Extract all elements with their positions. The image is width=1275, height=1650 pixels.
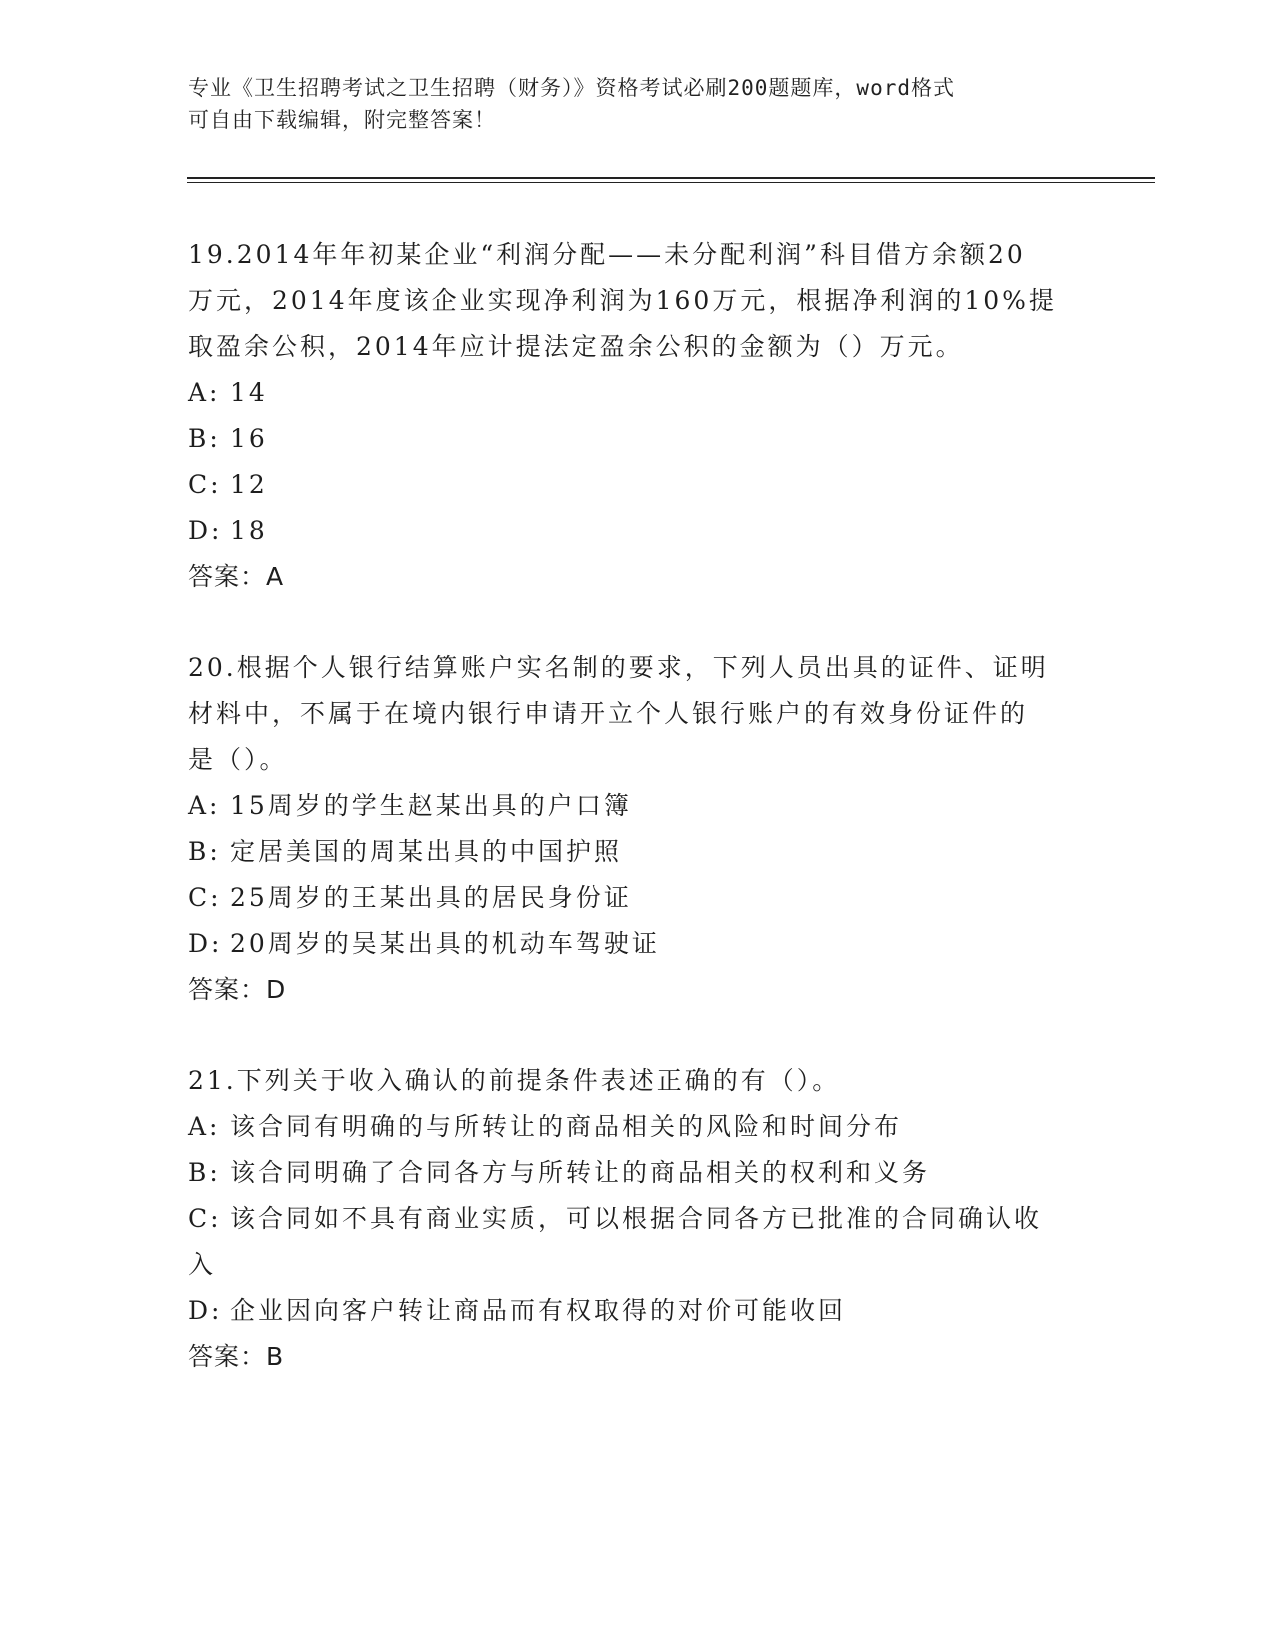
option-key: B:	[188, 1158, 221, 1187]
document-header	[188, 72, 1068, 136]
option-text: 25周岁的王某出具的居民身份证	[230, 883, 632, 912]
option-key: C:	[188, 470, 222, 499]
option-key: B:	[188, 837, 221, 866]
header-title-line-1: 专业《卫生招聘考试之卫生招聘（财务）》资格考试必刷200题题库，word格式	[188, 76, 955, 100]
option-a	[188, 1104, 1088, 1150]
option-b	[188, 1150, 1088, 1196]
question-text-line: 取盈余公积，2014年应计提法定盈余公积的金额为（）万元。	[188, 332, 964, 361]
option-key: D:	[188, 516, 223, 545]
option-key: C:	[188, 1204, 222, 1233]
option-text: 该合同明确了合同各方与所转让的商品相关的权利和义务	[230, 1158, 931, 1187]
option-text: 15周岁的学生赵某出具的户口簿	[230, 791, 632, 820]
option-text: 企业因向客户转让商品而有权取得的对价可能收回	[230, 1296, 847, 1325]
option-c	[188, 875, 1088, 921]
option-d	[188, 1288, 1088, 1334]
option-text: 定居美国的周某出具的中国护照	[230, 837, 623, 866]
option-d	[188, 921, 1088, 967]
option-text: 该合同有明确的与所转让的商品相关的风险和时间分布	[230, 1112, 903, 1141]
option-key: C:	[188, 883, 222, 912]
answer-line: 答案：A	[188, 562, 285, 591]
header-divider-thin	[187, 182, 1155, 183]
option-a	[188, 783, 1088, 829]
option-c-continuation: 入	[188, 1250, 217, 1279]
option-key: A:	[188, 1112, 221, 1141]
option-b	[188, 416, 1088, 462]
question-19	[188, 232, 1088, 600]
question-20	[188, 645, 1088, 1013]
option-text: 14	[230, 378, 268, 407]
answer-line: 答案：D	[188, 975, 287, 1004]
question-text-line: 是（）。	[188, 745, 288, 774]
option-key: A:	[188, 791, 221, 820]
question-text-line: 材料中，不属于在境内银行申请开立个人银行账户的有效身份证件的	[188, 699, 1029, 728]
question-text-line: 万元，2014年度该企业实现净利润为160万元，根据净利润的10%提	[188, 286, 1057, 315]
option-text: 16	[230, 424, 268, 453]
option-d	[188, 508, 1088, 554]
option-text: 12	[230, 470, 268, 499]
option-key: D:	[188, 1296, 223, 1325]
option-key: A:	[188, 378, 221, 407]
option-b	[188, 829, 1088, 875]
option-key: B:	[188, 424, 221, 453]
question-21	[188, 1058, 1088, 1380]
question-text-line: 21.下列关于收入确认的前提条件表述正确的有（）。	[188, 1066, 841, 1095]
header-divider-thick	[187, 177, 1155, 179]
option-text: 该合同如不具有商业实质，可以根据合同各方已批准的合同确认收	[230, 1204, 1043, 1233]
question-text-line: 19.2014年年初某企业“利润分配——未分配利润”科目借方余额20	[188, 240, 1026, 269]
option-key: D:	[188, 929, 223, 958]
option-c	[188, 1196, 1088, 1242]
option-a	[188, 370, 1088, 416]
option-text: 20周岁的吴某出具的机动车驾驶证	[230, 929, 660, 958]
answer-line: 答案：B	[188, 1342, 285, 1371]
header-title-line-2: 可自由下载编辑，附完整答案！	[188, 108, 496, 132]
question-text-line: 20.根据个人银行结算账户实名制的要求，下列人员出具的证件、证明	[188, 653, 1049, 682]
option-text: 18	[230, 516, 268, 545]
option-c	[188, 462, 1088, 508]
